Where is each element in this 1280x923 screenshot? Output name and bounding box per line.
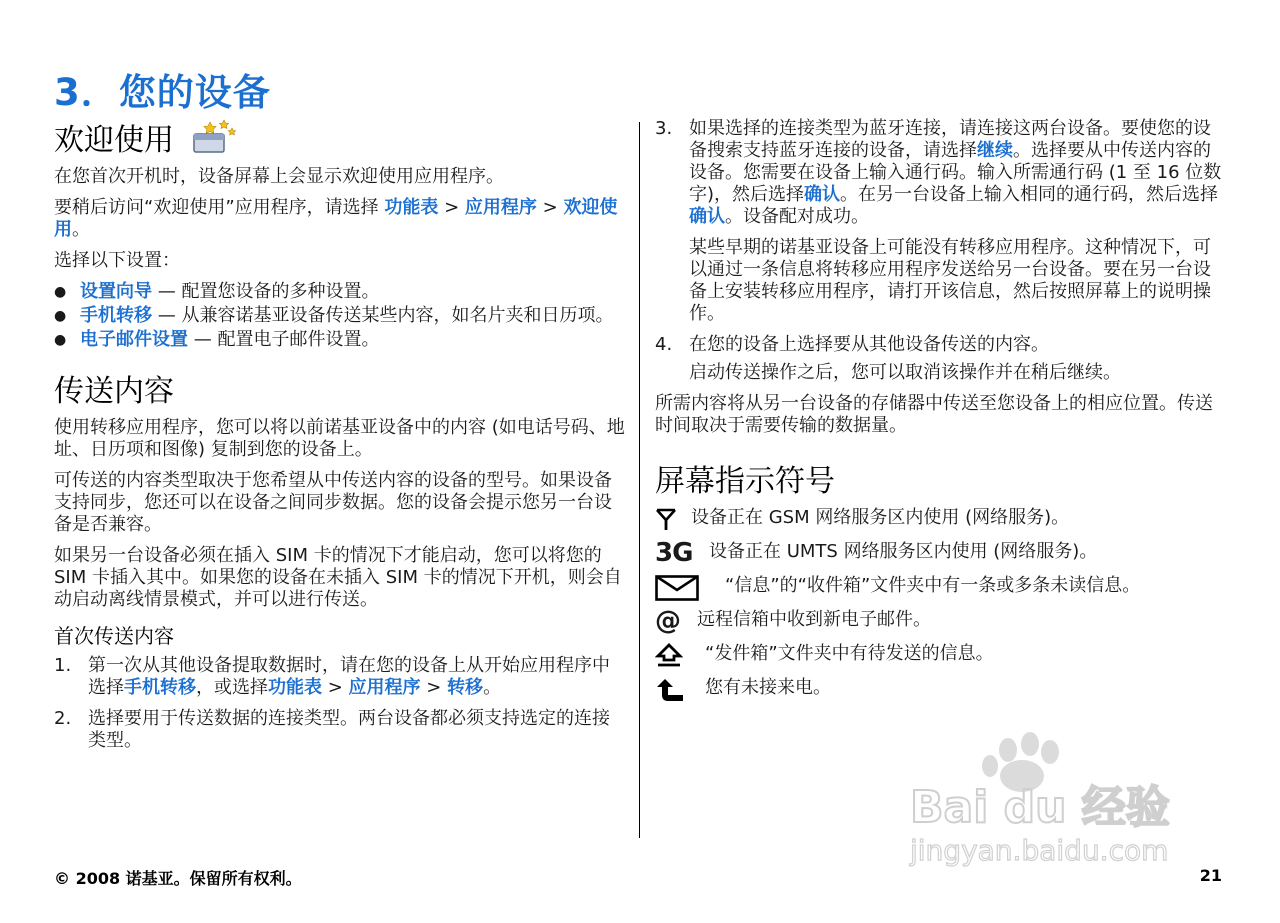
step-1 xyxy=(54,655,626,699)
indicator-message xyxy=(655,575,1227,599)
indicator-gsm xyxy=(655,507,1227,531)
link-email-setup[interactable]: 电子邮件设置 xyxy=(80,329,188,350)
list-item xyxy=(54,281,626,303)
outbox-arrow-icon xyxy=(655,643,683,667)
right-column xyxy=(655,118,1227,711)
sep: > xyxy=(438,197,465,218)
link-setup-wizard[interactable]: 设置向导 xyxy=(80,281,152,302)
indicator-umts xyxy=(655,538,1227,568)
link-menu[interactable]: 功能表 xyxy=(384,197,439,218)
baidu-watermark xyxy=(900,730,1220,870)
step-text: 第一次从其他设备提取数据时，请在您的设备上从开始应用程序中选择 xyxy=(88,655,610,698)
step-4 xyxy=(655,334,1227,356)
link-ok[interactable]: 确认 xyxy=(804,184,841,205)
step-number: 2. xyxy=(54,708,72,729)
link-menu[interactable]: 功能表 xyxy=(268,677,322,698)
period: 。 xyxy=(483,677,502,698)
list-item-text: — 从兼容诺基亚设备传送某些内容，如名片夹和日历项。 xyxy=(152,305,614,326)
sep: > xyxy=(536,197,564,218)
link-applications[interactable]: 应用程序 xyxy=(464,197,537,218)
list-item xyxy=(54,329,626,351)
step-3 xyxy=(655,118,1227,228)
welcome-p2-text: 要稍后访问“欢迎使用”应用程序，请选择 xyxy=(54,197,385,218)
welcome-p3: 选择以下设置： xyxy=(54,250,180,271)
list-item-text: — 配置电子邮件设置。 xyxy=(188,329,380,350)
copyright: © 2008 诺基亚。保留所有权利。 xyxy=(54,869,302,888)
chapter-title: 3．您的设备 xyxy=(54,71,271,114)
step-text: 如果选择的连接类型为蓝牙连接，请连接这两台设备。要使您的设备搜索支持蓝牙连接的设备，请选择 xyxy=(689,118,1211,161)
transfer-p2: 可传送的内容类型取决于您希望从中传送内容的设备的型号。如果设备支持同步，您还可以在设备之间同步数据。您的设备会提示您另一台设备是否兼容。 xyxy=(54,470,612,535)
step-number: 1. xyxy=(54,655,72,676)
first-transfer-heading: 首次传送内容 xyxy=(54,624,174,648)
step-text: 在您的设备上选择要从其他设备传送的内容。 xyxy=(689,334,1049,355)
welcome-stars-icon xyxy=(190,118,238,156)
watermark-brand: Bai du 经验 xyxy=(910,782,1170,833)
step-number: 3. xyxy=(655,118,673,139)
list-item-text: — 配置您设备的多种设置。 xyxy=(152,281,380,302)
indicator-outbox xyxy=(655,643,1227,667)
indicator-outbox-text: “发件箱”文件夹中有待发送的信息。 xyxy=(705,643,994,664)
left-column xyxy=(54,118,626,761)
indicators-heading: 屏幕指示符号 xyxy=(655,464,835,499)
watermark-url: jingyan.baidu.com xyxy=(910,834,1169,867)
link-phone-switch[interactable]: 手机转移 xyxy=(124,677,196,698)
indicator-message-text: “信息”的“收件箱”文件夹中有一条或多条未读信息。 xyxy=(725,575,1141,596)
step-text: 选择要用于传送数据的连接类型。两台设备都必须支持选定的连接类型。 xyxy=(88,708,610,751)
column-divider xyxy=(639,122,640,838)
welcome-p2 xyxy=(54,197,626,241)
gsm-antenna-icon xyxy=(655,507,677,531)
link-continue[interactable]: 继续 xyxy=(977,140,1013,161)
transfer-heading: 传送内容 xyxy=(54,374,174,409)
sep: > xyxy=(322,677,349,698)
step-2 xyxy=(54,708,626,752)
indicator-missed-call-text: 您有未接来电。 xyxy=(705,677,831,698)
step-text: 。在另一台设备上输入相同的通行码，然后选择 xyxy=(840,184,1219,205)
welcome-p1: 在您首次开机时，设备屏幕上会显示欢迎使用应用程序。 xyxy=(54,166,504,187)
transfer-p3: 如果另一台设备必须在插入 SIM 卡的情况下才能启动，您可以将您的 SIM 卡插入其中。如果您的设备在未插入 SIM 卡的情况下开机，则会自动启动离线情景模式，并可以进行传送。 xyxy=(54,545,622,610)
indicator-email xyxy=(655,606,1227,636)
umts-3g-icon: 3G xyxy=(655,538,693,568)
step4-note: 启动传送操作之后，您可以取消该操作并在稍后继续。 xyxy=(689,362,1121,383)
indicator-email-text: 远程信箱中收到新电子邮件。 xyxy=(697,609,931,630)
at-sign-icon: @ xyxy=(655,606,681,636)
indicator-gsm-text: 设备正在 GSM 网络服务区内使用 (网络服务)。 xyxy=(691,507,1070,528)
list-item xyxy=(54,305,626,327)
indicator-missed-call xyxy=(655,677,1227,701)
link-transfer[interactable]: 转移 xyxy=(447,677,484,698)
step3-note: 某些早期的诺基亚设备上可能没有转移应用程序。这种情况下，可以通过一条信息将转移应用程序发送给另一台设备。要在另一台设备上安装转移应用程序，请打开该信息，然后按照屏幕上的说明操作。 xyxy=(689,237,1211,324)
steps-list xyxy=(54,655,626,752)
indicator-umts-text: 设备正在 UMTS 网络服务区内使用 (网络服务)。 xyxy=(709,541,1098,562)
welcome-heading xyxy=(54,118,626,160)
link-welcome[interactable]: 欢迎使用 xyxy=(54,197,618,240)
step-text: 。选择要从中传送内容的设备。您需要在设备上输入通行码。输入所需通行码 (1 至 16 位数字)，然后选择 xyxy=(689,140,1222,205)
period: 。 xyxy=(72,219,90,240)
transfer-p1: 使用转移应用程序，您可以将以前诺基亚设备中的内容 (如电话号码、地址、日历项和图像) 复制到您的设备上。 xyxy=(54,417,625,460)
sep: > xyxy=(420,677,448,698)
settings-list xyxy=(54,281,626,351)
link-applications[interactable]: 应用程序 xyxy=(348,677,421,698)
transfer-result: 所需内容将从另一台设备的存储器中传送至您设备上的相应位置。传送时间取决于需要传输的数据量。 xyxy=(655,393,1213,436)
step-text: 。设备配对成功。 xyxy=(725,206,869,227)
page-number: 21 xyxy=(1199,866,1222,885)
welcome-heading-text: 欢迎使用 xyxy=(54,123,174,158)
steps-list-continued xyxy=(655,118,1227,228)
steps-list-continued-2 xyxy=(655,334,1227,356)
envelope-icon xyxy=(655,575,699,601)
missed-call-icon xyxy=(655,677,685,703)
step-number: 4. xyxy=(655,334,673,355)
link-ok[interactable]: 确认 xyxy=(689,206,725,227)
step-text: ，或选择 xyxy=(196,677,268,698)
link-phone-switch[interactable]: 手机转移 xyxy=(80,305,152,326)
